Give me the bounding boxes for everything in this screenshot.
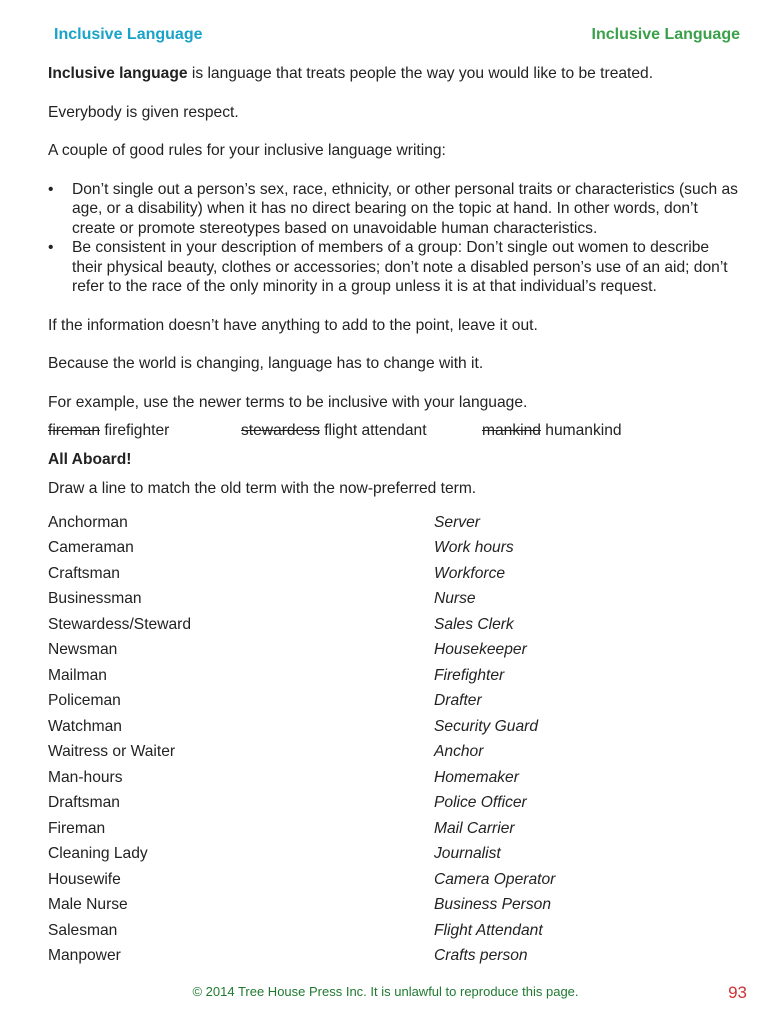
- old-terms-column: [48, 513, 434, 972]
- old-term-item: Fireman: [48, 819, 106, 837]
- example-intro: For example, use the newer terms to be inclusive with your language.: [48, 393, 528, 411]
- old-term-item: Newsman: [48, 641, 118, 658]
- new-term-item: Workforce: [434, 564, 506, 582]
- rules-list: [48, 180, 743, 297]
- old-term-item: Businessman: [48, 590, 142, 607]
- old-term-item: Male Nurse: [48, 896, 128, 913]
- old-term-item: Waitress or Waiter: [48, 743, 176, 760]
- new-term: humankind: [545, 422, 622, 439]
- matching-exercise: [48, 513, 743, 972]
- page-content: [48, 64, 743, 972]
- new-term-item: Business Person: [434, 896, 552, 913]
- new-term-item: Housekeeper: [434, 641, 527, 658]
- new-term-item: Work hours: [434, 539, 514, 556]
- header-title-right: Inclusive Language: [591, 26, 740, 43]
- old-term: stewardess: [241, 422, 320, 439]
- activity-title: All Aboard!: [48, 450, 132, 468]
- old-term-item: Policeman: [48, 692, 121, 709]
- activity-instruction: Draw a line to match the old term with the now-preferred term.: [48, 480, 477, 497]
- new-term-item: Flight Attendant: [434, 921, 543, 939]
- old-term: fireman: [48, 422, 100, 439]
- leave-out-paragraph: If the information doesn’t have anything to add to the point, leave it out.: [48, 316, 538, 334]
- page-number: 93: [728, 983, 747, 1002]
- old-term-item: Anchorman: [48, 513, 128, 531]
- new-term: flight attendant: [324, 422, 427, 439]
- old-term-item: Cameraman: [48, 539, 134, 556]
- example-terms: [48, 421, 743, 441]
- header-title-left: Inclusive Language: [54, 26, 203, 43]
- new-term-item: Nurse: [434, 590, 476, 607]
- new-term-item: Mail Carrier: [434, 819, 515, 837]
- old-term-item: Manpower: [48, 947, 121, 964]
- copyright-notice: © 2014 Tree House Press Inc. It is unlawful to reproduce this page.: [192, 984, 579, 999]
- new-term-item: Firefighter: [434, 666, 505, 684]
- rule-item-1: • Don’t single out a person’s sex, race, ethnicity, or other personal traits or characteristics (such as age, or a disability) when it has no direct bearing on the topic at hand. In other words, don’t create or promote stereotypes based on unavoidable human characteristics.: [48, 180, 743, 239]
- new-term-item: Security Guard: [434, 717, 539, 735]
- new-term-item: Drafter: [434, 692, 482, 709]
- old-term-item: Housewife: [48, 870, 121, 888]
- new-term-item: Server: [434, 513, 480, 531]
- new-term-item: Police Officer: [434, 794, 527, 811]
- definition-text: is language that treats people the way you would like to be treated.: [187, 65, 654, 82]
- new-term-item: Journalist: [434, 845, 501, 862]
- old-term-item: Salesman: [48, 921, 118, 939]
- new-term: firefighter: [104, 422, 170, 439]
- new-terms-column: [434, 513, 555, 972]
- old-term-item: Draftsman: [48, 794, 120, 811]
- old-term-item: Watchman: [48, 717, 122, 735]
- definition-paragraph: [48, 64, 743, 84]
- definition-term: Inclusive language: [48, 65, 188, 82]
- old-term-item: Stewardess/Steward: [48, 615, 192, 633]
- old-term-item: Mailman: [48, 666, 107, 684]
- example-pair-stewardess: [241, 421, 482, 441]
- new-term-item: Crafts person: [434, 947, 528, 964]
- new-term-item: Sales Clerk: [434, 615, 514, 633]
- example-pair-mankind: [482, 421, 622, 441]
- old-term-item: Craftsman: [48, 564, 120, 582]
- rule-item-2: • Be consistent in your description of members of a group: Don’t single out women to describe their physical beauty, clothes or accessories; don’t note a disabled person’s use of an aid; don’t refer to the race of the only minority in a group unless it is at that individual’s request.: [48, 238, 743, 297]
- example-pair-fireman: [48, 421, 241, 441]
- respect-paragraph: Everybody is given respect.: [48, 103, 239, 121]
- old-term: mankind: [482, 422, 541, 439]
- new-term-item: Anchor: [434, 743, 484, 760]
- old-term-item: Man-hours: [48, 768, 123, 786]
- rules-intro: A couple of good rules for your inclusive language writing:: [48, 142, 446, 159]
- new-term-item: Homemaker: [434, 768, 519, 786]
- old-term-item: Cleaning Lady: [48, 845, 148, 862]
- changing-paragraph: Because the world is changing, language has to change with it.: [48, 355, 484, 372]
- new-term-item: Camera Operator: [434, 870, 556, 888]
